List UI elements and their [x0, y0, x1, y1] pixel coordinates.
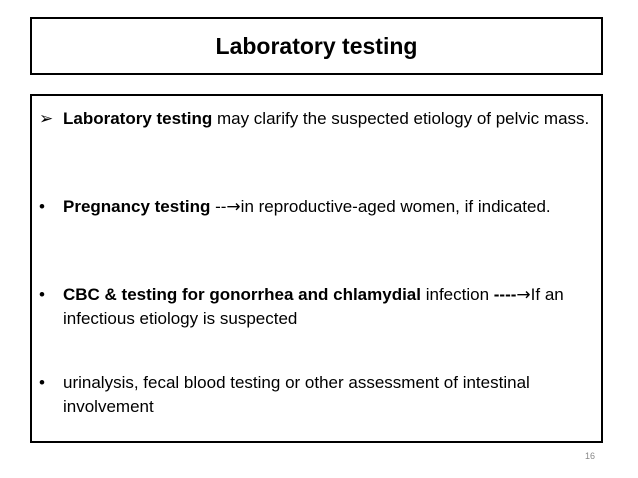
bullet-dot-icon: • — [39, 285, 45, 304]
bullet-text-segment: -- — [210, 197, 227, 216]
bullet-dot-icon: • — [39, 197, 45, 216]
right-arrow-icon: → — [516, 285, 531, 305]
bullet-text-segment: urinalysis, fecal blood testing or other assessment of intestinal involvement — [63, 373, 530, 416]
slide-title: Laboratory testing — [215, 32, 418, 59]
bullet-bold-text: ---- — [493, 285, 517, 304]
bullet-item-4 — [32, 371, 601, 419]
bullet-item-3 — [32, 283, 601, 331]
bullet-text-segment: infection — [421, 285, 494, 304]
page-number: 16 — [585, 451, 596, 461]
arrow-bullet-icon: ➢ — [39, 109, 54, 128]
bullet-bold-text: Pregnancy testing — [63, 197, 211, 216]
content-box — [30, 94, 603, 443]
right-arrow-icon: → — [226, 197, 241, 217]
bullet-text-segment: If an infectious etiology is suspected — [63, 285, 564, 328]
bullet-text — [63, 283, 595, 331]
bullet-item-1 — [32, 107, 601, 131]
title-box — [30, 17, 603, 75]
bullet-text — [63, 371, 595, 419]
bullet-text — [63, 195, 595, 219]
bullet-text — [63, 107, 595, 131]
bullet-bold-text: Laboratory testing — [63, 109, 213, 128]
bullet-dot-icon: • — [39, 373, 45, 392]
bullet-bold-text: CBC & testing for gonorrhea and chlamydial — [63, 285, 421, 304]
bullet-text-segment: in reproductive-aged women, if indicated. — [240, 197, 551, 216]
bullet-text-segment: may clarify the suspected etiology of pelvic mass. — [212, 109, 590, 128]
bullet-item-2 — [32, 195, 601, 219]
